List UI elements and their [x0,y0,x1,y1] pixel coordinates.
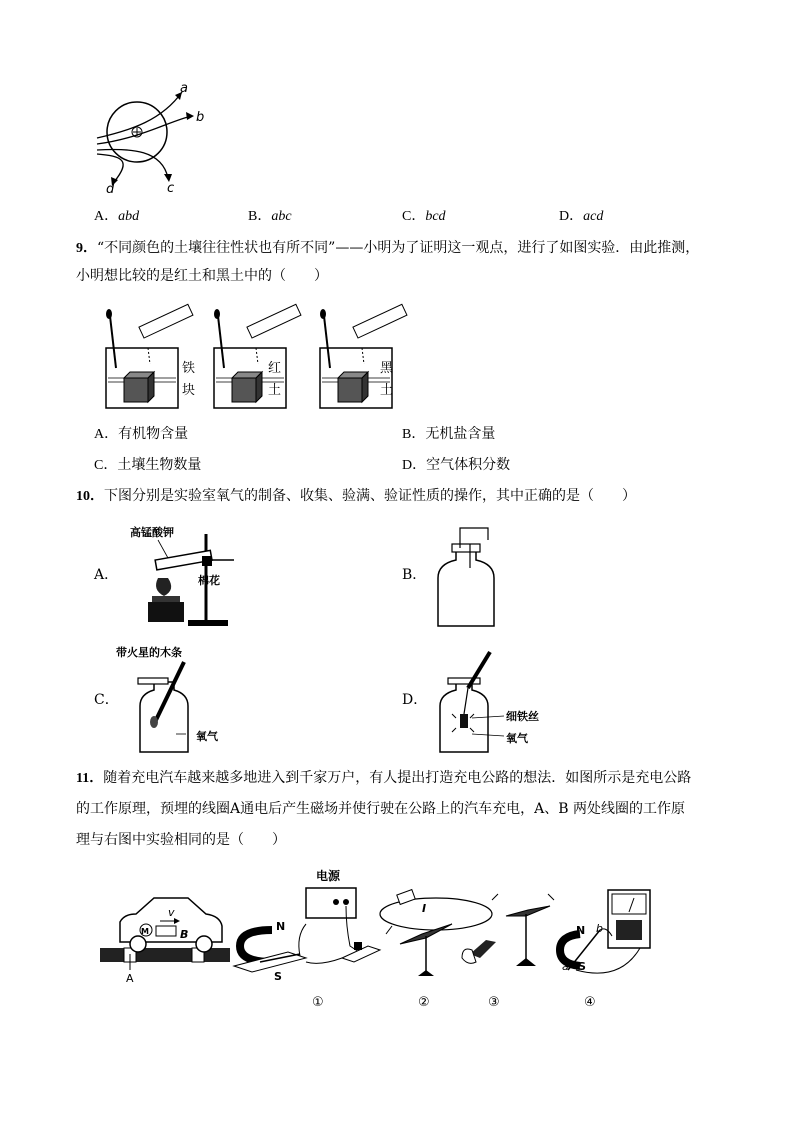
q9-option-a: A．有机物含量 [94,426,189,442]
q11-label-N1: N [276,920,286,933]
q11-label-b: b [596,922,603,935]
q9-option-b: B．无机盐含量 [402,426,496,442]
q8-label-b: b [196,110,205,125]
q9-figure [96,308,426,418]
q11-experiment-1 [234,868,380,1010]
q10-label-fine-iron-wire: 细铁丝 [506,710,539,723]
q11-stem-line1: 11．随着充电汽车越来越多地进入到千家万户，有人提出打造充电公路的想法．如图所示是充电公路 [76,770,692,786]
q9-beaker-2-label-bottom: 土 [268,383,282,398]
q11-stem-line3: 理与右图中实验相同的是（ ） [76,832,286,848]
q9-beaker-3 [320,304,407,408]
q10-b-bottle [438,550,494,626]
q11-label-v: v [168,906,175,919]
q10-figure-a [128,520,248,630]
q11-label-a: a [562,960,569,973]
q9-beaker-2 [214,304,301,408]
q9-beaker-2-label-top: 红 [268,361,282,376]
q8-option-b: B．abc [248,209,292,224]
q9-beaker-3-label-bottom: 土 [380,383,394,398]
q10-c-bottle [140,682,188,752]
q8-path-d [97,154,123,182]
q10-option-a-letter: A． [94,567,119,583]
q10-label-potassium-permanganate: 高锰酸钾 [130,526,174,539]
q9-stem-line2: 小明想比较的是红土和黑土中的（ ） [76,268,328,284]
q11-figure-number-1: ① [312,995,324,1010]
q8-option-a: A．abd [94,209,140,224]
q11-label-S2: S [578,960,586,973]
q11-figure-number-4: ④ [584,995,596,1010]
q11-label-M: M [141,927,149,936]
q11-label-A: A [126,972,134,985]
q11-label-I: I [422,902,427,915]
q11-experiment-4 [560,890,650,1010]
q11-car-on-road [100,898,230,985]
q8-label-a: a [180,81,188,96]
q9-beaker-1-label-bottom: 块 [182,383,196,398]
q11-figure-number-3: ③ [488,995,500,1010]
q10-figure-c [116,642,236,757]
q11-figure [100,866,660,1016]
q10-label-cotton: 棉花 [198,574,220,587]
q11-figure-number-2: ② [418,995,430,1010]
q9-option-c: C．土壤生物数量 [94,457,202,473]
q9-stem-line1: 9．“不同颜色的土壤往往性状也有所不同”——小明为了证明这一观点，进行了如图实验．由此推测， [76,240,700,256]
q11-label-S1: S [274,970,282,983]
q11-label-B: B [180,928,189,941]
q10-d-label-oxygen: 氧气 [506,732,528,745]
q10-option-b-letter: B． [402,567,427,583]
q10-c-label-oxygen: 氧气 [196,730,218,743]
q10-option-c-letter: C． [94,692,119,708]
q8-label-c: c [167,181,175,196]
q10-figure-d [434,648,564,756]
q8-label-d: d [106,182,115,197]
q9-option-d: D．空气体积分数 [402,457,511,473]
q10-option-d-letter: D． [402,692,428,708]
q8-option-d: D．acd [559,209,604,224]
q11-stem-line2: 的工作原理，预埋的线圈A通电后产生磁场并使行驶在公路上的汽车充电，A、B 两处线圈的工作原 [76,801,685,817]
q8-path-b [97,116,192,144]
q11-label-N2: N [576,924,586,937]
q9-beaker-1-label-top: 铁 [182,361,196,376]
q10-label-glowing-splint: 带火星的木条 [116,646,182,659]
q8-path-a [97,92,182,138]
q11-label-power: 电源 [316,869,341,883]
q10-figure-b [434,524,504,630]
q8-figure [92,80,222,200]
q9-beaker-1 [106,304,195,408]
q10-stem: 10．下图分别是实验室氧气的制备、收集、验满、验证性质的操作，其中正确的是（ ） [76,488,636,504]
q9-beaker-3-label-top: 黑 [380,361,394,376]
q8-option-c: C．bcd [402,209,446,224]
q11-experiment-3 [462,894,554,1010]
